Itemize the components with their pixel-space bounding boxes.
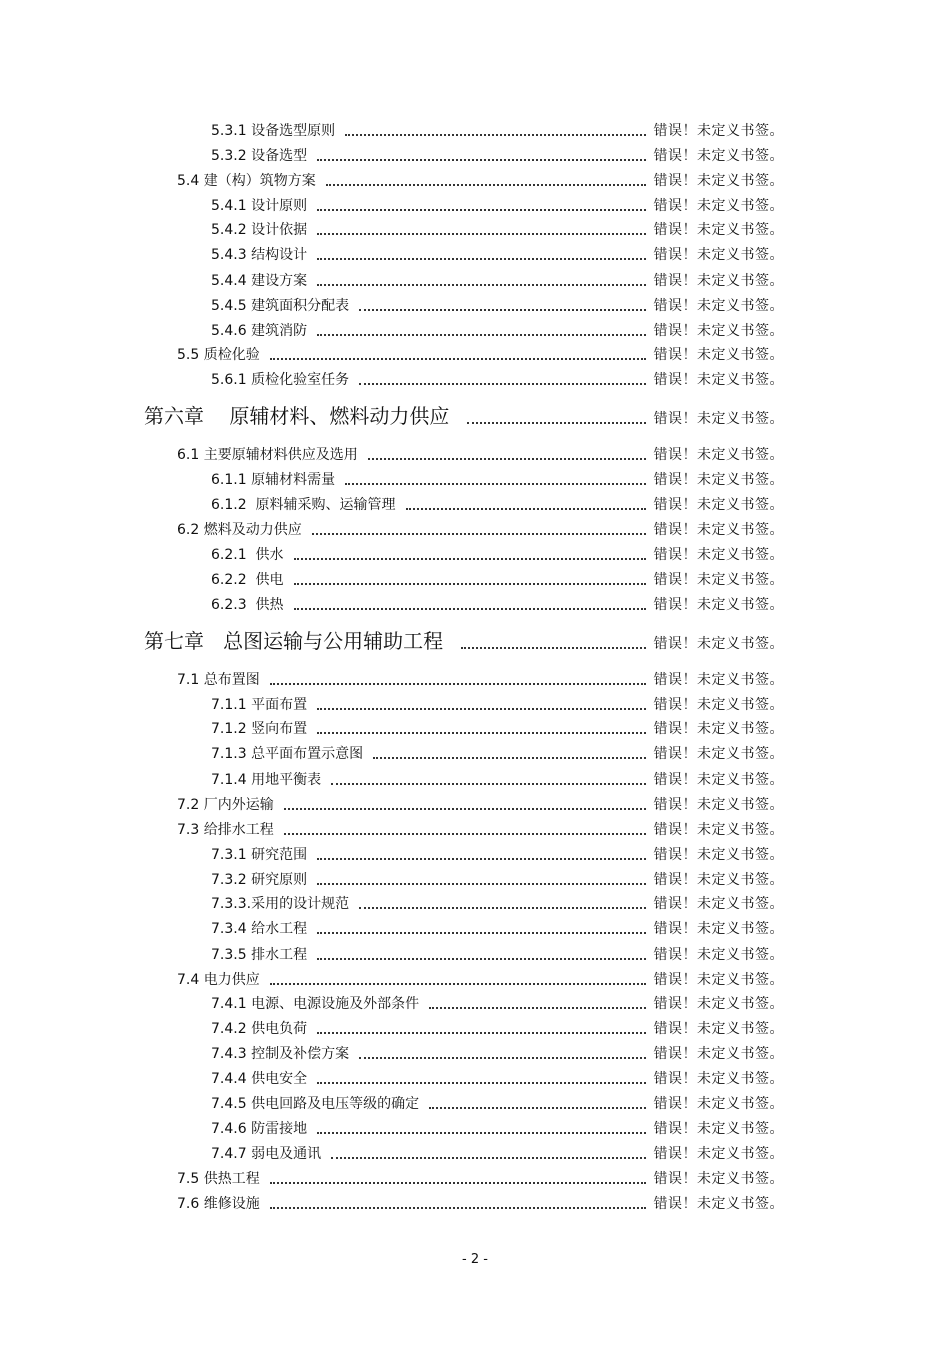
toc-entry-label: 7.1 总布置图 [177,672,260,688]
toc-entry[interactable] [211,993,784,1013]
toc-entry-label: 7.3.2 研究原则 [211,872,308,888]
dot-leader [359,1057,645,1059]
toc-entry-page: 错误！未定义书签。 [653,1146,784,1162]
toc-entry[interactable] [211,1068,784,1088]
toc-entry-label: 7.1.1 平面布置 [211,697,308,713]
toc-entry-label: 7.4.3 控制及补偿方案 [211,1046,350,1062]
toc-entry-page: 错误！未定义书签。 [653,1096,784,1112]
toc-entry[interactable] [211,145,784,165]
toc-entry[interactable] [177,819,784,839]
toc-entry[interactable] [211,195,784,215]
dot-leader [345,483,645,485]
dot-leader [317,1082,645,1084]
toc-entry-label: 6.2.3 供热 [211,597,284,613]
toc-entry-label: 6.1.1 原辅材料需量 [211,472,336,488]
dot-leader [317,883,645,885]
toc-entry-page: 错误！未定义书签。 [653,247,784,263]
toc-entry[interactable] [211,244,784,264]
toc-entry-page: 错误！未定义书签。 [653,123,784,139]
toc-entry[interactable] [177,344,784,364]
dot-leader [326,184,646,186]
toc-entry-page: 错误！未定义书签。 [653,1196,784,1212]
toc-entry-label: 5.3.1 设备选型原则 [211,123,336,139]
dot-leader [317,334,645,336]
toc-entry-page: 错误！未定义书签。 [653,323,784,339]
toc-entry[interactable] [211,844,784,864]
toc-entry-page: 错误！未定义书签。 [653,797,784,813]
toc-entry-page: 错误！未定义书签。 [653,472,784,488]
toc-chapter-entry[interactable] [144,400,784,428]
dot-leader [317,708,645,710]
dot-leader [317,932,645,934]
dot-leader [317,858,645,860]
toc-entry-page: 错误！未定义书签。 [653,672,784,688]
toc-entry[interactable] [211,869,784,889]
toc-entry-page: 错误！未定义书签。 [653,198,784,214]
dot-leader [317,284,645,286]
toc-entry-label: 7.3.4 给水工程 [211,921,308,937]
toc-entry-label: 5.4 建（构）筑物方案 [177,173,316,189]
toc-entry-label: 7.6 维修设施 [177,1196,260,1212]
toc-entry-label: 7.4.4 供电安全 [211,1071,308,1087]
dot-leader [312,533,646,535]
toc-entry[interactable] [177,669,784,689]
toc-entry-page: 错误！未定义书签。 [653,1171,784,1187]
toc-entry-label: 6.2.2 供电 [211,572,284,588]
toc-entry[interactable] [211,295,784,315]
toc-entry[interactable] [211,1018,784,1038]
toc-entry[interactable] [211,369,784,389]
dot-leader [317,233,645,235]
toc-entry-label: 7.3.1 研究范围 [211,847,308,863]
toc-entry-page: 错误！未定义书签。 [653,721,784,737]
toc-entry-page: 错误！未定义书签。 [653,947,784,963]
toc-chapter-label: 第六章 原辅材料、燃料动力供应 [144,404,450,428]
toc-entry[interactable] [211,694,784,714]
toc-entry-label: 5.4.5 建筑面积分配表 [211,298,350,314]
toc-entry-page: 错误！未定义书签。 [653,697,784,713]
toc-entry-label: 7.3 给排水工程 [177,822,274,838]
dot-leader [461,647,645,649]
toc-entry[interactable] [211,469,784,489]
dot-leader [270,683,646,685]
toc-entry-label: 5.4.1 设计原则 [211,198,308,214]
toc-entry[interactable] [211,219,784,239]
toc-entry-page: 错误！未定义书签。 [653,497,784,513]
toc-entry-label: 5.3.2 设备选型 [211,148,308,164]
toc-entry-page: 错误！未定义书签。 [653,597,784,613]
dot-leader [294,608,646,610]
toc-entry[interactable] [211,270,784,290]
toc-entry-page: 错误！未定义书签。 [653,872,784,888]
dot-leader [359,383,645,385]
toc-entry[interactable] [177,794,784,814]
toc-entry-page: 错误！未定义书签。 [653,822,784,838]
dot-leader [317,159,645,161]
toc-entry-label: 6.2.1 供水 [211,547,284,563]
toc-entry-label: 7.5 供热工程 [177,1171,260,1187]
toc-entry-label: 7.4.7 弱电及通讯 [211,1146,322,1162]
toc-entry-page: 错误！未定义书签。 [653,746,784,762]
dot-leader [294,558,646,560]
toc-entry-page: 错误！未定义书签。 [653,372,784,388]
dot-leader [331,1157,645,1159]
toc-entry-label: 7.2 厂内外运输 [177,797,274,813]
toc-entry[interactable] [211,1118,784,1138]
toc-entry[interactable] [211,544,784,564]
toc-entry-page: 错误！未定义书签。 [653,298,784,314]
dot-leader [467,422,645,424]
dot-leader [317,209,645,211]
dot-leader [284,833,646,835]
toc-entry-page: 错误！未定义书签。 [653,222,784,238]
dot-leader [429,1007,645,1009]
toc-chapter-entry[interactable] [144,625,784,653]
dot-leader [294,583,646,585]
dot-leader [270,1182,646,1184]
toc-entry[interactable] [211,494,784,514]
dot-leader [359,309,645,311]
toc-entry[interactable] [211,893,784,913]
toc-entry-page: 错误！未定义书签。 [653,772,784,788]
toc-entry-page: 错误！未定义书签。 [653,847,784,863]
toc-entry-label: 5.4.6 建筑消防 [211,323,308,339]
toc-entry-label: 7.4.6 防雷接地 [211,1121,308,1137]
toc-entry-page: 错误！未定义书签。 [653,1021,784,1037]
toc-entry-label: 7.4.5 供电回路及电压等级的确定 [211,1096,420,1112]
dot-leader [406,508,646,510]
toc-entry-label: 7.4 电力供应 [177,972,260,988]
toc-entry[interactable] [211,1043,784,1063]
toc-entry-label: 7.1.2 竖向布置 [211,721,308,737]
dot-leader [317,258,645,260]
toc-entry-page: 错误！未定义书签。 [653,996,784,1012]
dot-leader [345,134,645,136]
toc-entry-label: 7.4.2 供电负荷 [211,1021,308,1037]
toc-entry[interactable] [177,969,784,989]
toc-entry-page: 错误！未定义书签。 [653,972,784,988]
toc-entry-page: 错误！未定义书签。 [653,636,784,652]
dot-leader [270,358,646,360]
toc-entry[interactable] [177,444,784,464]
toc-entry[interactable] [211,1093,784,1113]
toc-entry[interactable] [177,1168,784,1188]
toc-entry-label: 5.4.3 结构设计 [211,247,308,263]
toc-entry-page: 错误！未定义书签。 [653,1046,784,1062]
toc-entry-page: 错误！未定义书签。 [653,411,784,427]
toc-entry[interactable] [211,944,784,964]
toc-entry-label: 7.4.1 电源、电源设施及外部条件 [211,996,420,1012]
dot-leader [317,1132,645,1134]
toc-entry[interactable] [211,743,784,763]
toc-entry[interactable] [211,594,784,614]
toc-entry[interactable] [211,320,784,340]
toc-entry-label: 6.1 主要原辅材料供应及选用 [177,447,358,463]
dot-leader [317,958,645,960]
toc-entry-page: 错误！未定义书签。 [653,1071,784,1087]
toc-entry-page: 错误！未定义书签。 [653,347,784,363]
toc-entry-label: 7.1.3 总平面布置示意图 [211,746,364,762]
dot-leader [429,1107,645,1109]
dot-leader [317,732,645,734]
toc-entry-label: 5.4.2 设计依据 [211,222,308,238]
toc-entry-label: 7.3.5 排水工程 [211,947,308,963]
toc-entry-page: 错误！未定义书签。 [653,173,784,189]
dot-leader [270,983,646,985]
toc-entry[interactable] [211,120,784,140]
dot-leader [359,907,645,909]
toc-entry-page: 错误！未定义书签。 [653,273,784,289]
toc-entry[interactable] [211,569,784,589]
page-number: - 2 - [462,1252,488,1267]
toc-entry[interactable] [211,918,784,938]
toc-entry-page: 错误！未定义书签。 [653,148,784,164]
dot-leader [368,458,646,460]
toc-entry-label: 7.1.4 用地平衡表 [211,772,322,788]
toc-entry[interactable] [177,519,784,539]
toc-entry-label: 6.2 燃料及动力供应 [177,522,302,538]
toc-entry-label: 6.1.2 原料辅采购、运输管理 [211,497,396,513]
toc-chapter-label: 第七章 总图运输与公用辅助工程 [144,629,444,653]
toc-entry-label: 5.4.4 建设方案 [211,273,308,289]
dot-leader [284,808,646,810]
dot-leader [317,1032,645,1034]
toc-entry[interactable] [211,769,784,789]
toc-entry-page: 错误！未定义书签。 [653,921,784,937]
dot-leader [270,1207,646,1209]
dot-leader [373,757,645,759]
toc-entry-page: 错误！未定义书签。 [653,896,784,912]
toc-entry-page: 错误！未定义书签。 [653,522,784,538]
toc-entry[interactable] [177,170,784,190]
toc-entry[interactable] [177,1193,784,1213]
toc-entry-label: 7.3.3.采用的设计规范 [211,896,350,912]
toc-entry-label: 5.5 质检化验 [177,347,260,363]
toc-entry-label: 5.6.1 质检化验室任务 [211,372,350,388]
toc-entry[interactable] [211,718,784,738]
dot-leader [331,783,645,785]
toc-entry-page: 错误！未定义书签。 [653,447,784,463]
toc-entry-page: 错误！未定义书签。 [653,572,784,588]
toc-entry[interactable] [211,1143,784,1163]
toc-entry-page: 错误！未定义书签。 [653,547,784,563]
toc-entry-page: 错误！未定义书签。 [653,1121,784,1137]
